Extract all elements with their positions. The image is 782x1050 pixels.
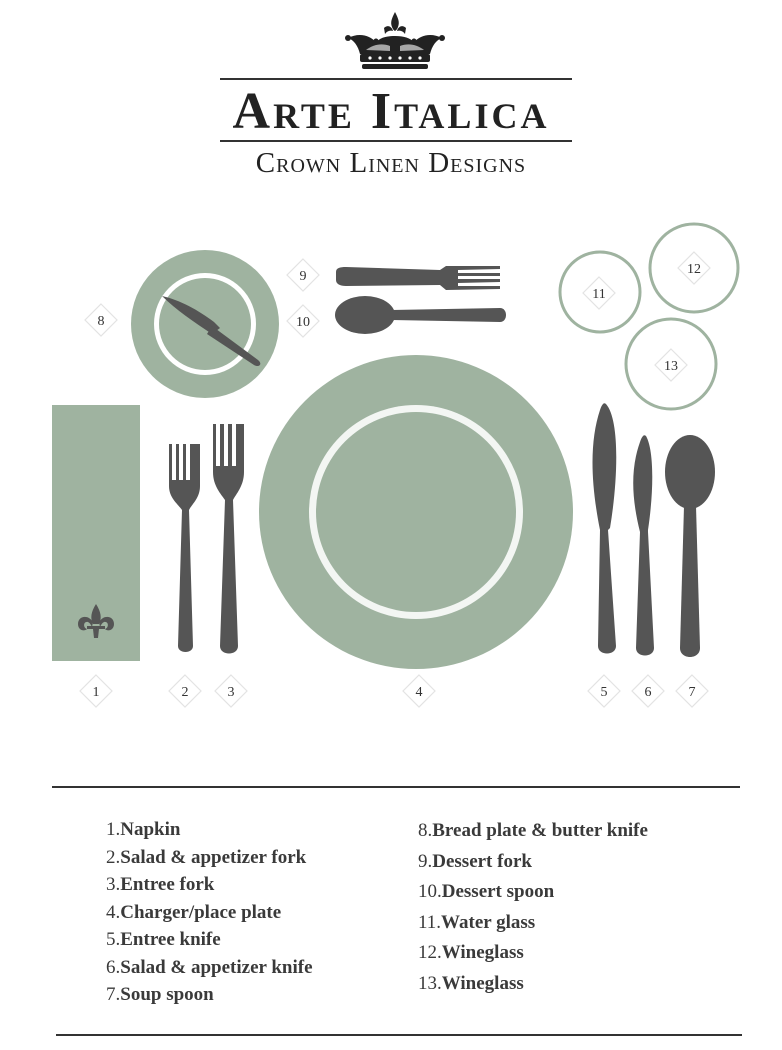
legend-left-column [106,816,313,1009]
marker-5 [588,675,620,707]
legend-item: 9.Dessert fork [418,850,532,872]
marker-label: 10 [296,315,310,330]
salad-knife [633,435,654,655]
legend-item: 11.Water glass [418,911,536,933]
marker-label: 5 [600,685,608,700]
legend-rule-top [52,786,740,788]
marker-1 [80,675,112,707]
marker-8 [85,304,117,336]
legend-item: 2.Salad & appetizer fork [106,846,307,868]
marker-9 [287,259,319,291]
brand-subtitle: Crown Linen Designs [255,147,527,179]
marker-3 [215,675,247,707]
marker-label: 1 [92,685,100,700]
legend-item: 12.Wineglass [418,942,524,964]
legend-item: 5.Entree knife [106,929,221,950]
soup-spoon [665,435,715,657]
marker-label: 2 [181,685,189,700]
legend-item: 7.Soup spoon [106,984,214,1005]
entree-knife [593,403,617,653]
brand-title: Arte Italica [232,83,550,140]
marker-label: 4 [415,685,423,700]
marker-label: 7 [688,685,696,700]
marker-label: 9 [299,269,307,284]
marker-4 [403,675,435,707]
marker-label: 11 [592,287,606,302]
dessert-spoon [335,296,506,334]
marker-6 [632,675,664,707]
marker-7 [676,675,708,707]
dessert-fork [336,266,500,290]
marker-label: 6 [644,685,652,700]
legend-rule-bottom [56,1034,742,1036]
napkin [52,405,140,661]
legend-item: 6.Salad & appetizer knife [106,956,313,978]
entree-fork [213,424,244,654]
salad-fork [169,444,200,652]
legend-item: 10.Dessert spoon [418,881,555,903]
marker-label: 13 [664,359,678,374]
legend-item: 8.Bread plate & butter knife [418,820,648,841]
marker-label: 8 [97,314,105,329]
legend-item: 3.Entree fork [106,874,215,895]
legend-item: 4.Charger/place plate [106,901,282,923]
marker-2 [169,675,201,707]
legend-item: 13.Wineglass [418,972,524,994]
legend-right-column [418,816,648,1000]
charger-plate [259,355,573,669]
marker-label: 12 [687,262,701,277]
marker-label: 3 [227,685,235,700]
legend-item: 1.Napkin [106,819,181,840]
marker-10 [287,305,319,337]
